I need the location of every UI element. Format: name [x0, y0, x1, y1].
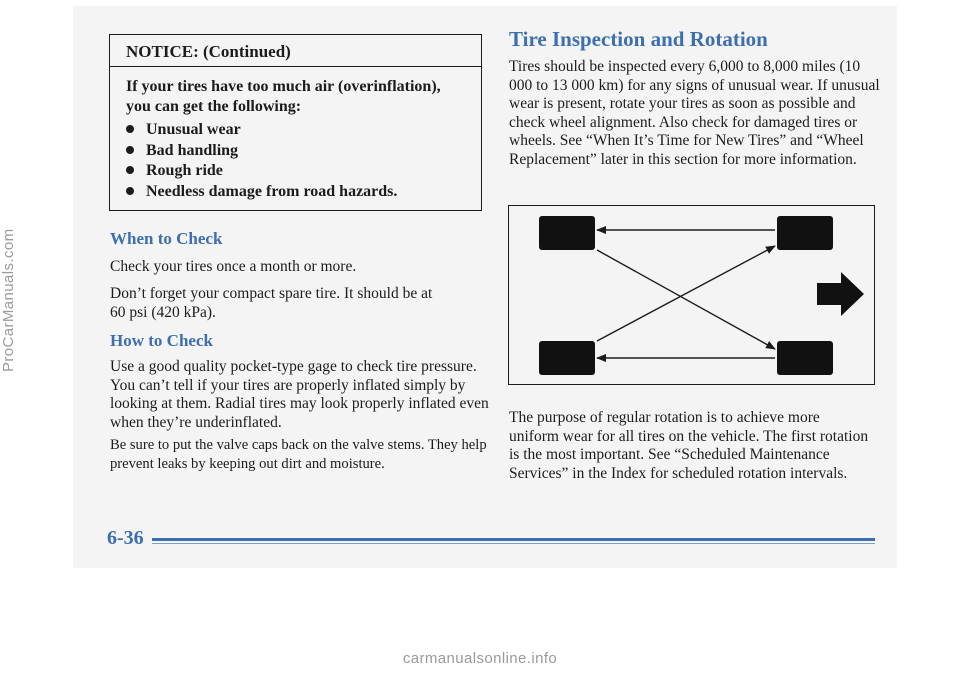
side-watermark: ProCarManuals.com [0, 228, 17, 372]
notice-list [110, 120, 481, 202]
bullet-icon [126, 125, 134, 133]
notice-intro: If your tires have too much air (overinflation), you can get the following: [126, 78, 441, 115]
when-to-check-heading: When to Check [110, 229, 223, 248]
how-to-check-para-1: Use a good quality pocket-type gage to check tire pressure. You can’t tell if your tires are properly inflated simply by looking at them. Radial tires may look properly inflated even when they’re underinflated. [110, 358, 489, 431]
list-item: Bad handling [126, 141, 481, 162]
rear-left-tire [539, 341, 595, 375]
footer-rule-thin [152, 543, 875, 544]
rotation-diagram-svg [509, 206, 876, 386]
notice-box [109, 34, 482, 211]
when-to-check-para-2: Don’t forget your compact spare tire. It should be at 60 psi (420 kPa). [110, 285, 433, 321]
arrow-rear-left-to-front-right [597, 246, 775, 341]
footer-rule [152, 538, 875, 541]
bottom-watermark: carmanualsonline.info [402, 650, 558, 667]
page-number: 6-36 [107, 527, 144, 549]
when-to-check-para-1: Check your tires once a month or more. [110, 258, 357, 275]
rotation-para-1: Tires should be inspected every 6,000 to 8,000 miles (10 000 to 13 000 km) for any signs of unusual wear. If unusual wear is present, rotate your tires as soon as possible and check wheel alignment. Also check for damaged tires or wheels. See “When It’s Time for New Tires” and “Wheel Replacement” later in this section for more information. [509, 58, 880, 168]
bullet-icon [126, 187, 134, 195]
rotation-para-2: The purpose of regular rotation is to achieve more uniform wear for all tires on the vehicle. The first rotation is the most important. See “Scheduled Maintenance Services” in the Index for scheduled rotation intervals. [509, 409, 869, 482]
how-to-check-heading: How to Check [110, 331, 213, 350]
list-item: Rough ride [126, 161, 481, 182]
rotation-diagram [508, 205, 875, 385]
list-item: Needless damage from road hazards. [126, 182, 481, 203]
rotation-heading: Tire Inspection and Rotation [509, 27, 768, 51]
notice-title: NOTICE: (Continued) [110, 35, 481, 67]
arrow-front-left-to-rear-right [597, 250, 775, 349]
bullet-icon [126, 166, 134, 174]
front-right-tire [777, 216, 833, 250]
how-to-check-para-2: Be sure to put the valve caps back on the valve stems. They help prevent leaks by keeping out dirt and moisture. [110, 437, 487, 472]
bullet-icon [126, 146, 134, 154]
list-item: Unusual wear [126, 120, 481, 141]
front-left-tire [539, 216, 595, 250]
rear-right-tire [777, 341, 833, 375]
forward-direction-arrow-icon [817, 272, 864, 316]
